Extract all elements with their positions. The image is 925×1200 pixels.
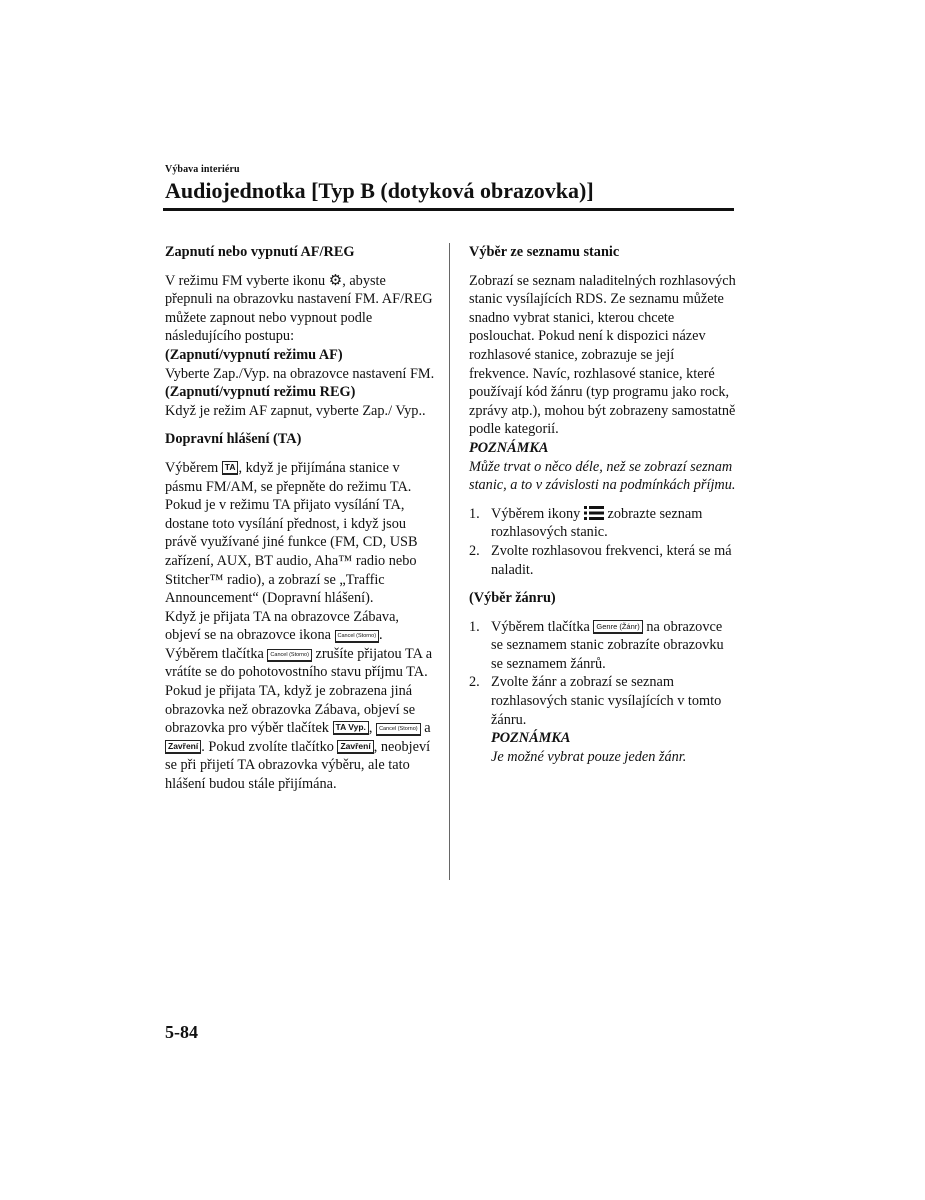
step-text-a: Zvolte žánr a zobrazí se seznam rozhlasových stanic vysílajících v tomto žánru.: [491, 674, 722, 728]
cancel-button: Cancel (Storno): [376, 723, 421, 736]
close-button: Zavření: [165, 740, 201, 754]
station-list-text: Zobrazí se seznam naladitelných rozhlasových stanic vysílajících RDS. Ze seznamu můžete snadno vybrat stanici, kterou chcete poslouchat. Pokud není k dispozici název rozhlasové stanice, zobrazuje se její frekvence. Navíc, rozhlasové stanice, které používají kód žánru (typ programu jako rock, zprávy atp.), mohou být zobrazeny samostatně podle kategorií.: [469, 272, 736, 438]
right-column: [469, 243, 737, 766]
column-divider: [449, 243, 450, 880]
ta-heading: Dopravní hlášení (TA): [165, 431, 302, 448]
ta-p4-d: a: [424, 720, 431, 737]
ta-p3-a: Když je přijata TA na obrazovce Zábava, objeví se na obrazovce ikona: [165, 608, 399, 644]
station-list-steps: [469, 505, 737, 579]
ta-paragraph-3: [165, 608, 435, 645]
genre-heading: (Výběr žánru): [469, 590, 556, 607]
note-heading: POZNÁMKA: [491, 730, 571, 747]
step-text-a: Výběrem ikony: [491, 505, 581, 522]
ta-p4-a: Výběrem tlačítka: [165, 645, 264, 662]
af-mode-subheading: (Zapnutí/vypnutí režimu AF): [165, 346, 343, 363]
ta-paragraph-4: [165, 645, 435, 794]
ta-paragraph-2: Pokud je v režimu TA přijato vysílání TA, dostane toto vysílání přednost, i když jsou právě využívané jiné funkce (FM, CD, USB zařízení, AUX, BT audio, Aha™ radio nebo Stitcher™ radio), a zobrazí se „Traffic Announcement“ (Dopravní hlášení).: [165, 497, 418, 607]
reg-mode-text: Když je režim AF zapnut, vyberte Zap./ Vyp..: [165, 402, 426, 419]
af-reg-heading: Zapnutí nebo vypnutí AF/REG: [165, 244, 355, 260]
gear-icon: ⚙: [328, 272, 343, 289]
page-number: 5-84: [165, 1022, 198, 1042]
cancel-button: Cancel (Storno): [267, 649, 312, 662]
ta-p4-f: , neobjeví se při přijetí TA obrazovka výběru, ale tato hlášení budou stále přijímána.: [165, 738, 431, 793]
list-item: [469, 673, 737, 729]
genre-note: [469, 729, 737, 766]
close-button: Zavření: [337, 740, 373, 754]
list-icon: [584, 506, 604, 520]
ta-p4-c: ,: [368, 720, 373, 737]
ta-p4-b: zrušíte přijatou TA a vrátíte se do pohotovostního stavu příjmu TA. Pokud je přijata TA, když je zobrazena jiná obrazovka než obrazovka Zábava, objeví se obrazovka pro výběr tlačítek: [165, 645, 433, 737]
af-reg-intro-b: , abyste přepnuli na obrazovku nastavení FM. AF/REG můžete zapnout nebo vypnout podle následujícího postupu:: [165, 272, 433, 345]
note-heading: POZNÁMKA: [469, 439, 549, 456]
list-item: [469, 618, 737, 674]
reg-mode-subheading: (Zapnutí/vypnutí režimu REG): [165, 384, 356, 401]
title-rule: [163, 208, 734, 211]
step-number: 1.: [469, 618, 480, 635]
ta-p4-e: . Pokud zvolíte tlačítko: [201, 738, 334, 755]
genre-steps: [469, 618, 737, 730]
af-mode-text: Vyberte Zap./Vyp. na obrazovce nastavení FM.: [165, 365, 435, 382]
af-reg-intro-a: V režimu FM vyberte ikonu: [165, 272, 326, 289]
note-text: Může trvat o něco déle, než se zobrazí seznam stanic, a to v závislosti na podmínkách příjmu.: [469, 458, 736, 494]
left-column: [165, 243, 435, 794]
note-text: Je možné vybrat pouze jeden žánr.: [491, 748, 687, 765]
ta-p3-b: .: [379, 627, 383, 644]
step-number: 1.: [469, 505, 480, 522]
page-title: Audiojednotka [Typ B (dotyková obrazovka)]: [165, 178, 594, 203]
genre-button: Genre (Žánr): [593, 620, 642, 634]
ta-off-button: TA Vyp.: [333, 721, 369, 735]
list-item: [469, 542, 737, 579]
step-text-b: zobrazte seznam rozhlasových stanic.: [491, 505, 703, 541]
ta-paragraph-1: [165, 459, 435, 496]
step-text-a: Výběrem tlačítka: [491, 618, 590, 635]
ta-p1-b: , když je přijímána stanice v pásmu FM/AM, se přepněte do režimu TA.: [165, 459, 412, 495]
af-reg-intro: [165, 272, 435, 346]
step-text-b: na obrazovce se seznamem stanic zobrazíte obrazovku se seznamem žánrů.: [491, 618, 724, 672]
cancel-button: Cancel (Storno): [335, 630, 380, 643]
section-label: Výbava interiéru: [165, 164, 240, 175]
station-list-heading: Výběr ze seznamu stanic: [469, 244, 620, 260]
list-item: [469, 505, 737, 542]
step-number: 2.: [469, 674, 480, 691]
step-number: 2.: [469, 542, 480, 559]
step-text-a: Zvolte rozhlasovou frekvenci, která se má naladit.: [491, 542, 732, 578]
ta-button: TA: [222, 461, 239, 475]
ta-p1-a: Výběrem: [165, 459, 219, 476]
